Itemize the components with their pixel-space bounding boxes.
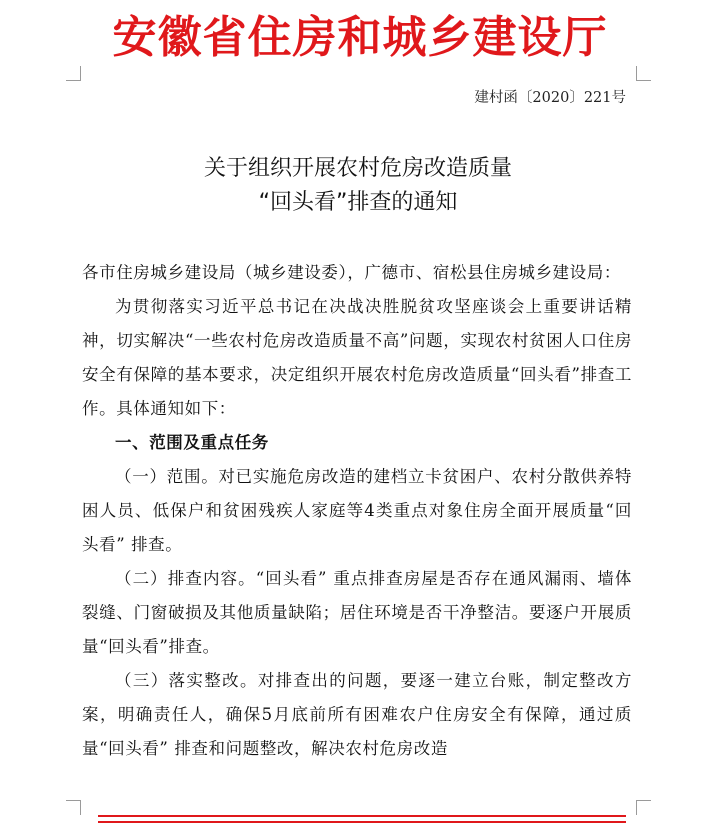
list-item: （一）范围。对已实施危房改造的建档立卡贫困户、农村分散供养特困人员、低保户和贫困残疾人家庭等4类重点对象住房全面开展质量“回头看” 排查。 [82,467,632,554]
page-corner-mark [636,800,651,815]
section-heading: 一、范围及重点任务 [115,433,269,452]
document-header: 安徽省住房和城乡建设厅 [112,12,608,63]
red-divider-line [98,815,626,817]
salutation: 各市住房城乡建设局（城乡建设委），广德市、宿松县住房城乡建设局： [82,263,621,282]
list-item: （二）排查内容。“回头看” 重点排查房屋是否存在通风漏雨、墙体裂缝、门窗破损及其他质量缺陷；居住环境是否干净整洁。要逐户开展质量“回头看”排查。 [82,569,632,656]
document-body [82,256,632,766]
red-divider-line [98,821,626,823]
document-title [80,152,636,220]
list-item: （三）落实整改。对排查出的问题，要逐一建立台账，制定整改方案，明确责任人，确保5月底前所有困难农户住房安全有保障，通过质量“回头看” 排查和问题整改，解决农村危房改造 [82,671,632,758]
page-corner-mark [66,66,81,81]
page-corner-mark [636,66,651,81]
title-line-1: 关于组织开展农村危房改造质量 [203,156,512,181]
intro-paragraph: 为贯彻落实习近平总书记在决战决胜脱贫攻坚座谈会上重要讲话精神，切实解决“一些农村危房改造质量不高”问题，实现农村贫困人口住房安全有保障的基本要求，决定组织开展农村危房改造质量“回头看”排查工作。具体通知如下： [82,297,632,418]
document-number: 建村函〔2020〕221号 [474,90,626,106]
page-corner-mark [66,800,81,815]
title-line-2: “回头看”排查的通知 [258,190,458,215]
